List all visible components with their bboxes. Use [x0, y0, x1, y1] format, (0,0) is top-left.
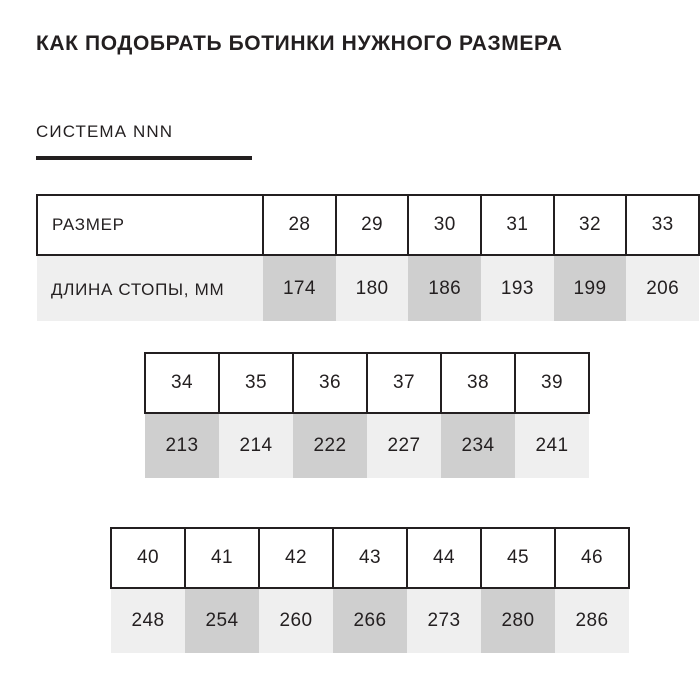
size-cell: 34 [145, 353, 219, 413]
length-cell: 241 [515, 413, 589, 478]
length-cell: 222 [293, 413, 367, 478]
size-cell: 28 [263, 195, 336, 255]
size-cell: 38 [441, 353, 515, 413]
size-cell: 33 [626, 195, 699, 255]
length-cell: 174 [263, 255, 336, 321]
length-cell: 254 [185, 588, 259, 653]
size-table-1 [36, 194, 700, 321]
subtitle: СИСТЕМА NNN [36, 122, 174, 141]
size-cell: 32 [554, 195, 627, 255]
size-cell: 45 [481, 528, 555, 588]
length-cell: 286 [555, 588, 629, 653]
table-row [37, 255, 699, 321]
length-cell: 214 [219, 413, 293, 478]
length-cell: 180 [336, 255, 409, 321]
length-cell: 248 [111, 588, 185, 653]
length-cell: 193 [481, 255, 554, 321]
size-cell: 30 [408, 195, 481, 255]
page-title: КАК ПОДОБРАТЬ БОТИНКИ НУЖНОГО РАЗМЕРА [36, 32, 563, 55]
size-cell: 42 [259, 528, 333, 588]
size-cell: 36 [293, 353, 367, 413]
length-cell: 280 [481, 588, 555, 653]
length-cell: 206 [626, 255, 699, 321]
row-label-foot-length: ДЛИНА СТОПЫ, ММ [37, 255, 263, 321]
size-cell: 29 [336, 195, 409, 255]
size-cell: 31 [481, 195, 554, 255]
table-row [37, 195, 699, 255]
length-cell: 234 [441, 413, 515, 478]
table-row [145, 353, 589, 413]
table-row [111, 588, 629, 653]
length-cell: 199 [554, 255, 627, 321]
length-cell: 260 [259, 588, 333, 653]
length-cell: 273 [407, 588, 481, 653]
table-row [111, 528, 629, 588]
size-table-3 [110, 527, 630, 653]
size-cell: 43 [333, 528, 407, 588]
size-cell: 44 [407, 528, 481, 588]
table-row [145, 413, 589, 478]
size-cell: 35 [219, 353, 293, 413]
size-cell: 41 [185, 528, 259, 588]
length-cell: 266 [333, 588, 407, 653]
size-table-2 [144, 352, 590, 478]
row-label-size: РАЗМЕР [37, 195, 263, 255]
size-cell: 46 [555, 528, 629, 588]
length-cell: 227 [367, 413, 441, 478]
title-divider [36, 156, 252, 160]
length-cell: 186 [408, 255, 481, 321]
size-cell: 37 [367, 353, 441, 413]
size-cell: 40 [111, 528, 185, 588]
size-cell: 39 [515, 353, 589, 413]
length-cell: 213 [145, 413, 219, 478]
